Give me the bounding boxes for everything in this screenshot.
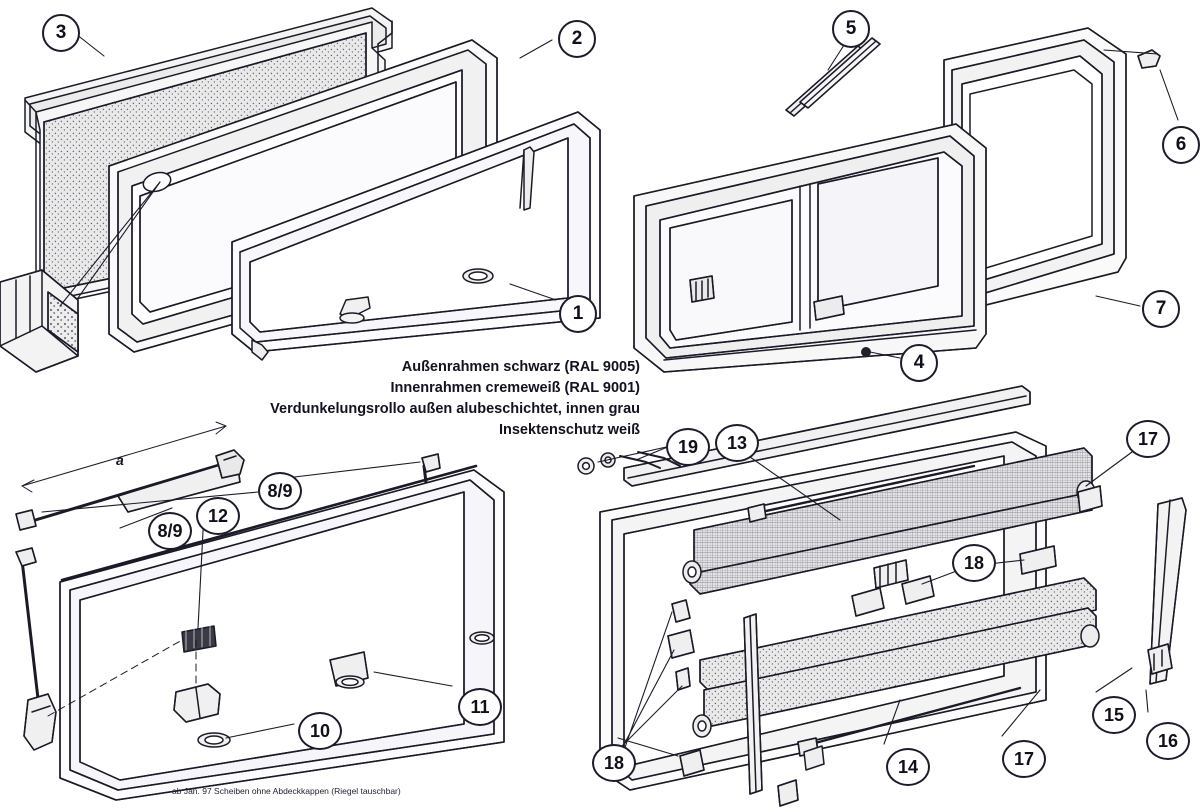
callout-8-9-upper: 8/9 bbox=[258, 472, 302, 510]
callout-11: 11 bbox=[458, 688, 502, 726]
callout-19: 19 bbox=[666, 428, 710, 466]
spec-block bbox=[210, 357, 640, 441]
spec-line-1: Außenrahmen schwarz (RAL 9005) bbox=[401, 359, 640, 375]
callout-2: 2 bbox=[558, 20, 596, 58]
callout-13: 13 bbox=[715, 424, 759, 462]
callout-12: 12 bbox=[196, 497, 240, 535]
callout-16: 16 bbox=[1146, 722, 1190, 760]
callout-1: 1 bbox=[559, 295, 597, 333]
callout-10: 10 bbox=[298, 712, 342, 750]
spec-line-2: Innenrahmen cremeweiß (RAL 9001) bbox=[390, 380, 640, 396]
callout-17-bottom: 17 bbox=[1002, 740, 1046, 778]
callout-15: 15 bbox=[1092, 696, 1136, 734]
spec-line-4: Insektenschutz weiß bbox=[498, 422, 640, 438]
callout-7: 7 bbox=[1142, 290, 1180, 328]
callout-6: 6 bbox=[1162, 126, 1200, 164]
spec-line-3: Verdunkelungsrollo außen alubeschichtet, innen grau bbox=[270, 401, 640, 417]
callout-4: 4 bbox=[900, 344, 938, 382]
callout-5: 5 bbox=[832, 10, 870, 48]
callout-18-upper: 18 bbox=[952, 544, 996, 582]
footnote: ab Jan. 97 Scheiben ohne Abdeckkappen (Riegel tauschbar) bbox=[172, 786, 401, 796]
callout-18-lower: 18 bbox=[592, 744, 636, 782]
part-12-pane bbox=[60, 466, 504, 800]
callout-8-9-lower: 8/9 bbox=[148, 512, 192, 550]
part-4-sliding-window bbox=[634, 124, 986, 372]
part-15-16-trims bbox=[1148, 498, 1186, 684]
callout-17-top: 17 bbox=[1126, 420, 1170, 458]
callout-3: 3 bbox=[42, 14, 80, 52]
dimension-label-a: a bbox=[116, 452, 124, 468]
callout-14: 14 bbox=[886, 748, 930, 786]
